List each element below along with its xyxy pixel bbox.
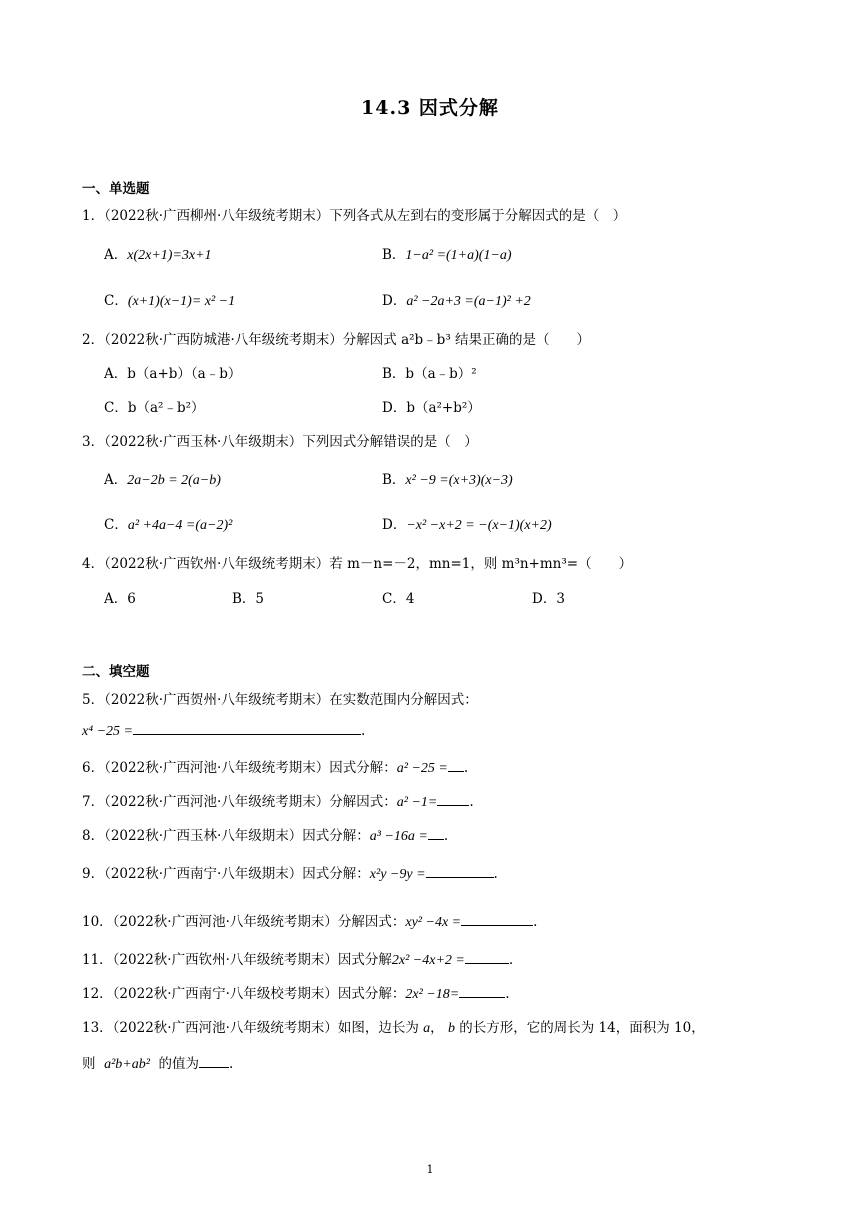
option-label: C．	[104, 517, 128, 533]
question-3-stem: 3．（2022秋·广西玉林·八年级期末）下列因式分解错误的是（ ）	[82, 434, 478, 450]
option-label: D．	[382, 400, 407, 416]
answer-blank[interactable]	[465, 951, 509, 964]
answer-blank[interactable]	[461, 913, 533, 926]
q4-option-b[interactable]: B．5	[232, 591, 265, 607]
q1-option-a[interactable]	[104, 243, 212, 264]
variable-a: a	[423, 1021, 431, 1036]
option-label: B．	[382, 247, 406, 263]
section-heading-fill-blank: 二、填空题	[82, 664, 150, 680]
q3-option-a[interactable]	[104, 468, 221, 489]
option-expr: −x² −x+2 = −(x−1)(x+2)	[406, 518, 552, 533]
period: .	[463, 760, 469, 776]
answer-blank[interactable]	[437, 793, 469, 806]
q2-option-a[interactable]	[104, 362, 241, 382]
q1-option-c[interactable]	[104, 289, 235, 310]
q2-option-b[interactable]	[382, 362, 477, 382]
period: .	[493, 866, 498, 882]
page-number: 1	[426, 1163, 434, 1176]
section-heading-single-choice: 一、单选题	[82, 181, 150, 197]
option-expr: (x+1)(x−1)= x² −1	[127, 294, 236, 309]
period: .	[360, 723, 366, 739]
q4-option-a[interactable]: A．6	[104, 591, 136, 607]
option-label: C．	[104, 400, 128, 416]
question-stem-end: 的长方形，它的周长为 14，面积为 10，	[459, 1020, 705, 1036]
question-1-stem: 1．（2022秋·广西柳州·八年级统考期末）下列各式从左到右的变形属于分解因式的是（ ）	[82, 208, 627, 224]
question-12	[82, 982, 509, 1003]
question-stem: 7．（2022秋·广西河池·八年级统考期末）分解因式：	[82, 794, 397, 810]
question-stem: 9．（2022秋·广西南宁·八年级期末）因式分解：	[82, 866, 370, 882]
option-label: D．	[382, 293, 407, 309]
question-5-stem: 5．（2022秋·广西贺州·八年级统考期末）在实数范围内分解因式：	[82, 692, 478, 708]
question-13-line-2	[82, 1052, 233, 1073]
answer-blank[interactable]	[428, 827, 444, 840]
option-label: A．	[104, 247, 128, 263]
question-7	[82, 790, 474, 811]
question-8	[82, 824, 448, 845]
period: .	[508, 952, 514, 968]
answer-blank[interactable]	[459, 985, 505, 998]
period: .	[505, 986, 510, 1002]
question-text: 则	[82, 1056, 96, 1072]
question-stem: 13．（2022秋·广西河池·八年级统考期末）如图，边长为	[82, 1020, 419, 1036]
option-expr: b（a﹣b）²	[405, 366, 477, 382]
q2-option-c[interactable]	[104, 396, 205, 416]
expression: x⁴ −25 =	[82, 724, 133, 739]
question-stem: 11．（2022秋·广西钦州·八年级统考期末）因式分解	[82, 952, 392, 968]
q1-option-b[interactable]	[382, 243, 512, 264]
question-9	[82, 862, 498, 883]
q2-option-d[interactable]	[382, 396, 481, 416]
option-expr: b（a+b）（a﹣b）	[127, 366, 242, 382]
question-stem: 12．（2022秋·广西南宁·八年级校考期末）因式分解：	[82, 986, 406, 1002]
question-stem: 10．（2022秋·广西河池·八年级统考期末）分解因式：	[82, 914, 406, 930]
expression: 2x² −18=	[405, 987, 460, 1002]
q3-option-b[interactable]	[382, 468, 513, 489]
period: .	[443, 828, 449, 844]
expression: 2x² −4x+2 =	[391, 953, 465, 968]
option-expr: b（a²﹣b²）	[127, 400, 205, 416]
page-title: 14.3 因式分解	[361, 97, 499, 119]
answer-blank[interactable]	[199, 1055, 229, 1068]
question-stem: 6．（2022秋·广西河池·八年级统考期末）因式分解：	[82, 760, 397, 776]
option-expr: b（a²+b²）	[406, 400, 481, 416]
option-label: A．	[104, 472, 128, 488]
option-expr: x(2x+1)=3x+1	[127, 248, 212, 263]
option-label: A．	[104, 366, 128, 382]
option-label: C．	[104, 293, 128, 309]
question-6	[82, 756, 468, 777]
q1-option-d[interactable]	[382, 289, 531, 310]
answer-blank[interactable]	[448, 759, 464, 772]
question-5-answer-line	[82, 722, 365, 740]
option-expr: x² −9 =(x+3)(x−3)	[405, 473, 513, 488]
answer-blank[interactable]	[133, 722, 361, 735]
question-stem: 8．（2022秋·广西玉林·八年级期末）因式分解：	[82, 828, 370, 844]
question-10	[82, 910, 537, 931]
comma: ，	[430, 1020, 444, 1036]
option-label: D．	[382, 517, 407, 533]
question-text: 的值为	[158, 1056, 200, 1072]
option-expr: a² +4a−4 =(a−2)²	[127, 518, 233, 533]
variable-b: b	[447, 1021, 455, 1036]
question-2-stem: 2．（2022秋·广西防城港·八年级统考期末）分解因式 a²b﹣b³ 结果正确的是（ ）	[82, 332, 591, 348]
option-label: B．	[382, 472, 406, 488]
expression: a² −25 =	[396, 761, 448, 776]
expression: a² −1=	[396, 795, 438, 810]
q4-option-c[interactable]: C．4	[382, 591, 415, 607]
expression: a²b+ab²	[104, 1057, 150, 1072]
q3-option-c[interactable]	[104, 513, 232, 534]
expression: x²y −9y =	[369, 867, 426, 882]
option-expr: 2a−2b = 2(a−b)	[127, 473, 221, 488]
answer-blank[interactable]	[426, 865, 494, 878]
option-expr: a² −2a+3 =(a−1)² +2	[406, 294, 531, 309]
expression: a³ −16a =	[369, 829, 428, 844]
q4-option-d[interactable]: D．3	[532, 591, 565, 607]
question-11	[82, 948, 513, 969]
period: .	[229, 1056, 234, 1072]
option-label: B．	[382, 366, 406, 382]
question-13-line-1	[82, 1016, 705, 1037]
q3-option-d[interactable]	[382, 513, 552, 534]
option-expr: 1−a² =(1+a)(1−a)	[405, 248, 512, 263]
period: .	[469, 794, 474, 810]
question-4-stem: 4．（2022秋·广西钦州·八年级统考期末）若 m－n=－2，mn=1，则 m³n+mn³=（ ）	[82, 556, 633, 572]
period: .	[533, 914, 538, 930]
expression: xy² −4x =	[405, 915, 462, 930]
